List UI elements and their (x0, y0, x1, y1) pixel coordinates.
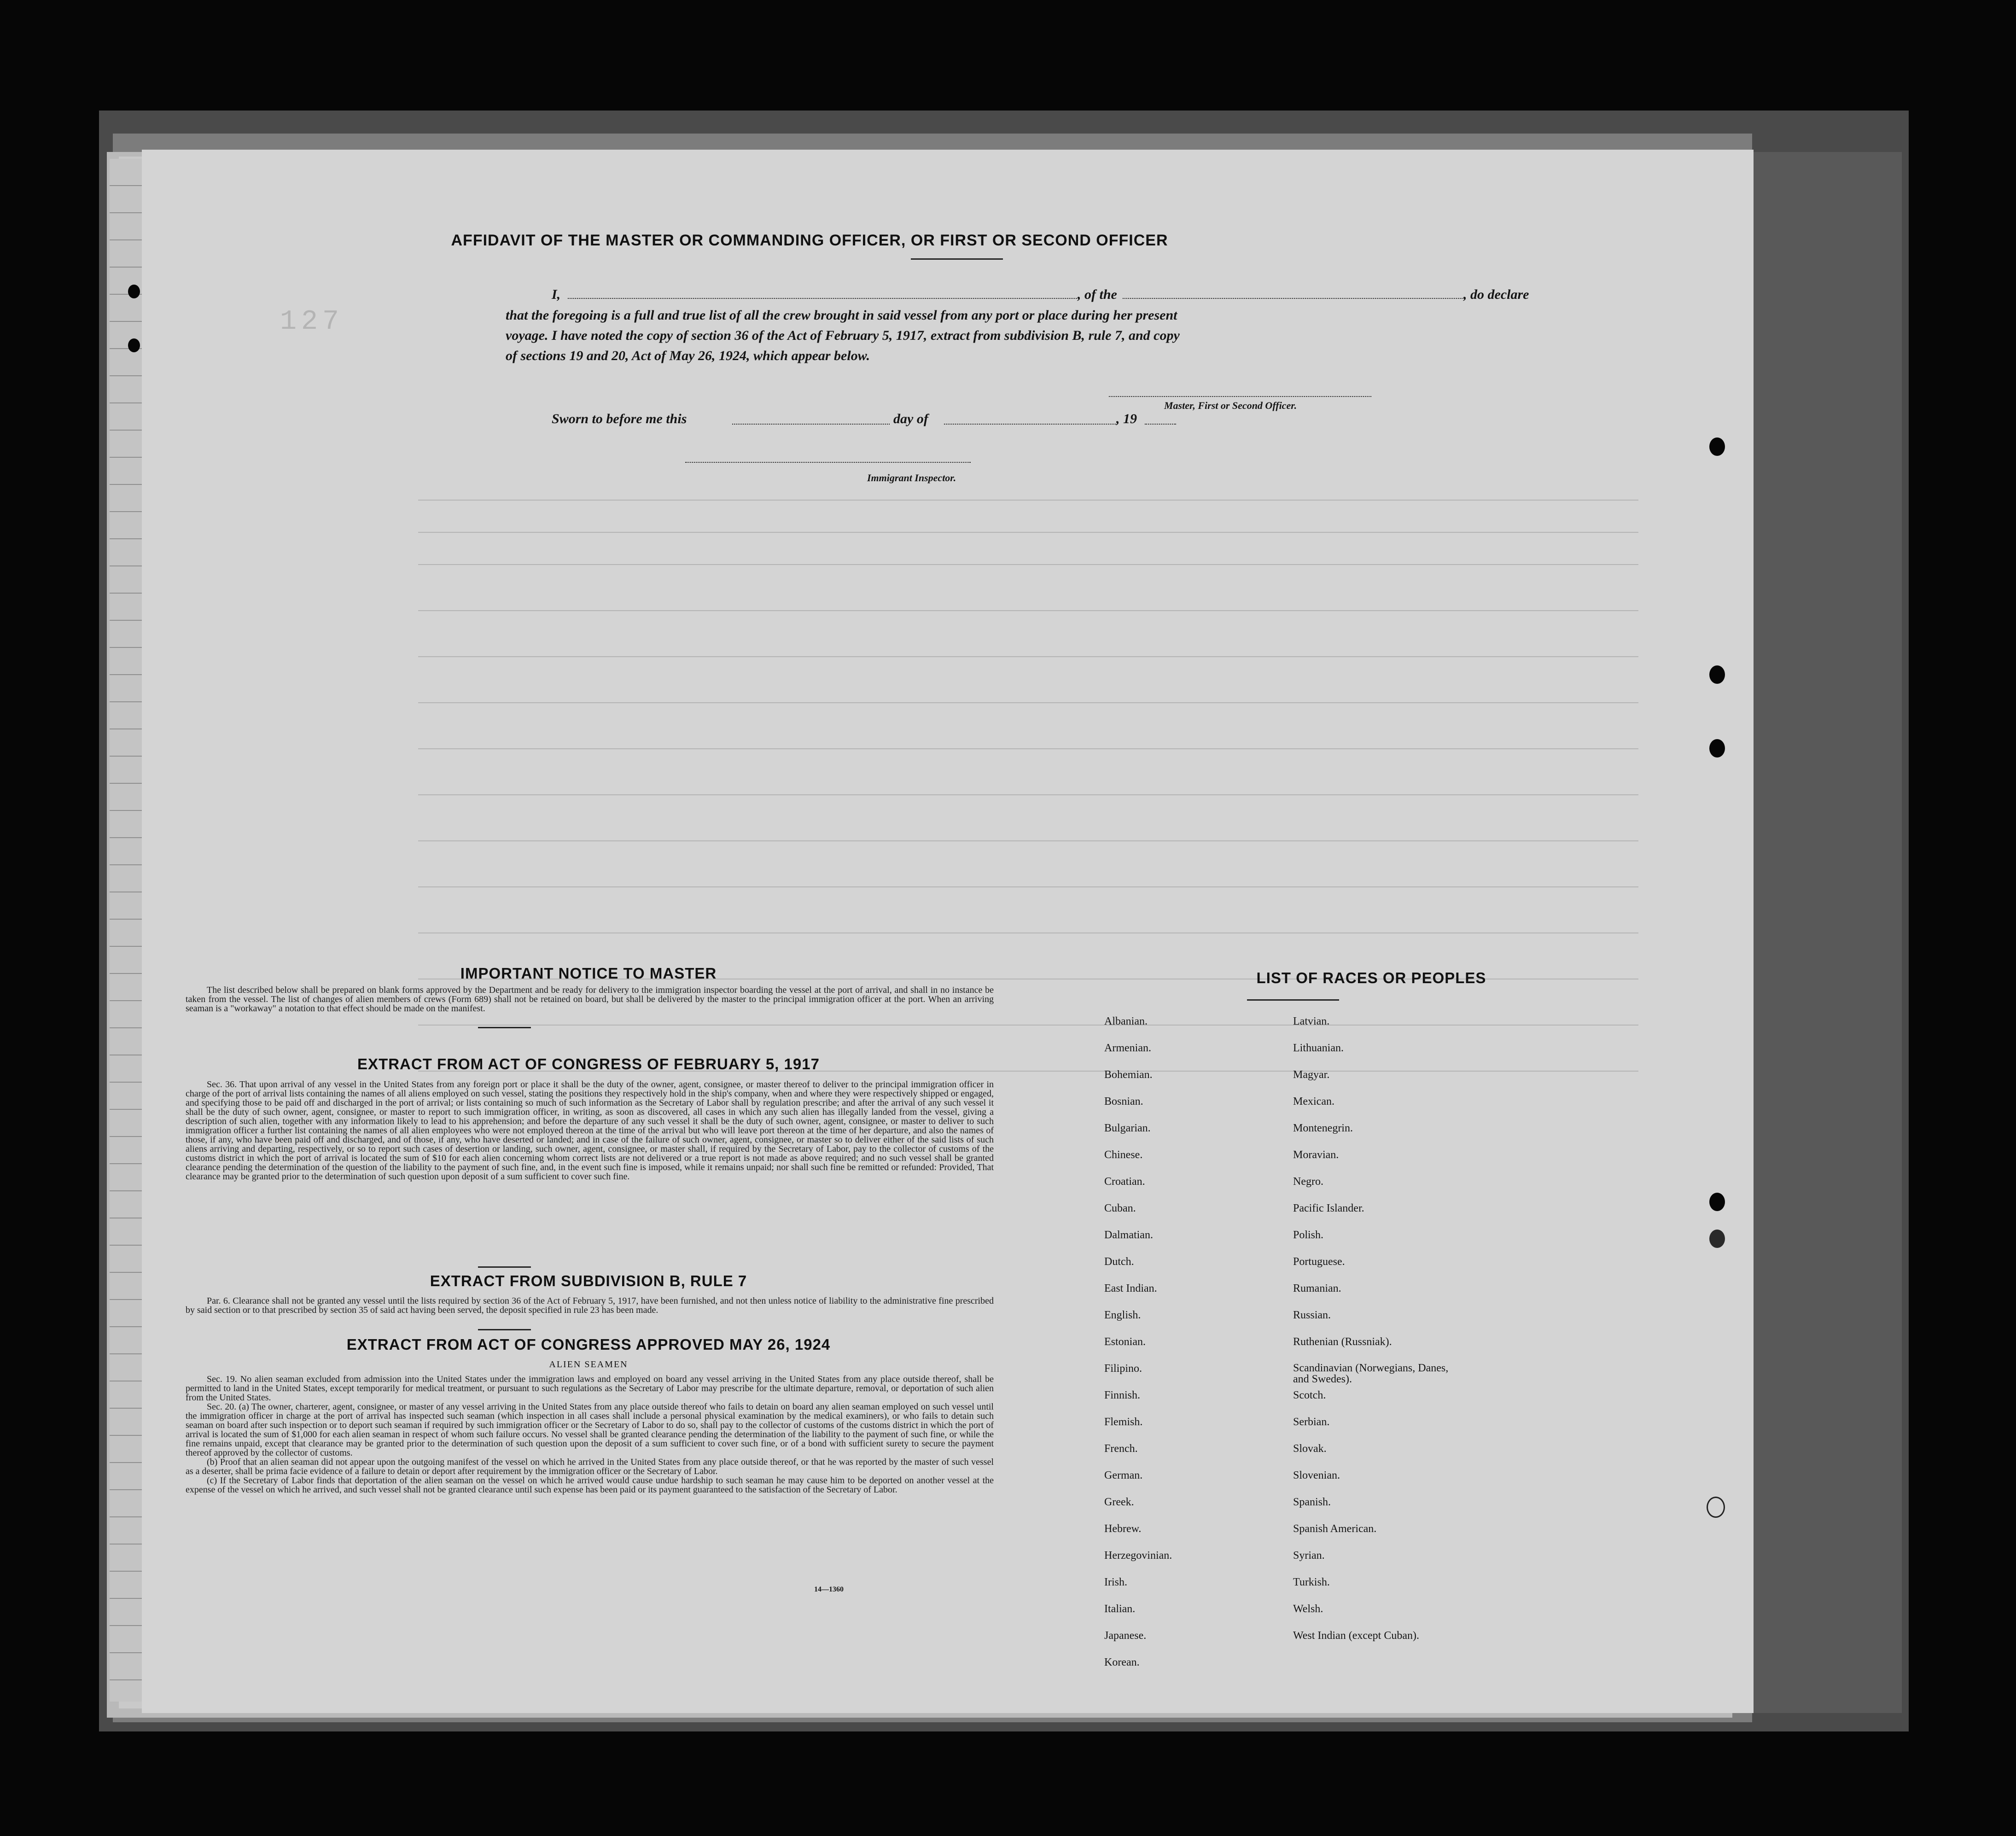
extract-1924-subtitle: ALIEN SEAMEN (549, 1359, 628, 1370)
vessel-line (1123, 298, 1464, 299)
race-item: Japanese. (1104, 1630, 1147, 1642)
declaration-body-line2: voyage. I have noted the copy of section 36 of the Act of February 5, 1917, extract from subdivision B, rule 7, and copy (506, 328, 1180, 343)
bleed-row-line (418, 748, 1638, 749)
extract-1924-title: EXTRACT FROM ACT OF CONGRESS APPROVED MAY 26, 1924 (346, 1336, 831, 1353)
binder-hole (1709, 1193, 1725, 1211)
race-item: Flemish. (1104, 1416, 1143, 1428)
race-item: Dutch. (1104, 1256, 1134, 1268)
race-item: Russian. (1293, 1309, 1331, 1321)
bleed-row-line (418, 886, 1638, 887)
bleed-row-line (418, 500, 1638, 501)
race-item: Armenian. (1104, 1042, 1151, 1054)
race-item: Negro. (1293, 1176, 1323, 1188)
affidavit-title: AFFIDAVIT OF THE MASTER OR COMMANDING OFFICER, OR FIRST OR SECOND OFFICER (451, 232, 1168, 249)
race-item: Rumanian. (1293, 1282, 1341, 1294)
rule7-text: Par. 6. Clearance shall not be granted any vessel until the lists required by section 36 of the Act of February 5, 1917, have been furnished, and not then unless notice of liability to the administrative fine prescribed by said section or to that prescribed by section 35 of said act having been served, the deposit specified in rule 23 has been made. (186, 1296, 994, 1315)
race-item: Moravian. (1293, 1149, 1339, 1161)
declaration-body-line3: of sections 19 and 20, Act of May 26, 1924, which appear below. (506, 348, 870, 363)
sworn-year: , 19 (1116, 411, 1137, 426)
race-item: Finnish. (1104, 1389, 1141, 1401)
race-item: Cuban. (1104, 1202, 1136, 1214)
rule7-rule (478, 1329, 531, 1330)
race-item: Estonian. (1104, 1336, 1146, 1348)
race-item: Slovak. (1293, 1443, 1327, 1455)
race-item: Filipino. (1104, 1363, 1142, 1375)
sworn-prefix: Sworn to before me this (552, 411, 687, 426)
race-item: Bosnian. (1104, 1096, 1143, 1107)
inspector-signature-line (685, 462, 971, 463)
bleed-row-line (418, 702, 1638, 703)
race-item: Syrian. (1293, 1550, 1325, 1562)
race-item: Latvian. (1293, 1015, 1330, 1027)
sworn-day-of: day of (893, 411, 928, 426)
declaration-do-declare: , do declare (1463, 287, 1529, 302)
races-right-column (1293, 1015, 1459, 1656)
sworn-month-line (944, 424, 1116, 425)
notice-title: IMPORTANT NOTICE TO MASTER (460, 965, 717, 982)
declaration-body-line1: that the foregoing is a full and true list of all the crew brought in said vessel from any port or place during her present (506, 308, 1177, 323)
bleed-page-number: 127 (280, 306, 344, 338)
sworn-day-line (732, 424, 890, 425)
race-item: Hebrew. (1104, 1523, 1142, 1535)
inspector-label: Immigrant Inspector. (867, 472, 956, 484)
sworn-year-line (1145, 424, 1176, 425)
races-title: LIST OF RACES OR PEOPLES (1256, 969, 1486, 986)
race-item: Spanish American. (1293, 1523, 1377, 1535)
race-item: Croatian. (1104, 1176, 1145, 1188)
notice-rule (478, 1027, 531, 1028)
name-line (568, 298, 1079, 299)
form-number: 14—1360 (814, 1585, 844, 1593)
master-signature-line (1109, 396, 1371, 397)
declaration-of-the: , of the (1078, 287, 1117, 302)
race-item: Herzegovinian. (1104, 1550, 1172, 1562)
bleed-row-line (418, 532, 1638, 533)
extract-1917-text: Sec. 36. That upon arrival of any vessel in the United States from any foreign port or place it shall be the duty of the owner, agent, consignee, or master thereof to deliver to the principal immigration officer in charge of the port of arrival lists containing the names of all aliens employed on such vessel, stating the positions they respectively hold in the ship's company, when and where they were respectively shipped or engaged, and specifying those to be paid off and discharged in the port of arrival; or lists containing so much of such information as the Secretary of Labor shall by regulation prescribe; and after the arrival of any such vessel it shall be the duty of such owner, agent, consignee, or master to report to such immigration officer, in writing, as soon as discovered, all cases in which any such alien has illegally landed from the vessel, giving a description of such alien, together with any information likely to lead to his apprehension; and before the departure of any such vessel it shall be the duty of such owner, agent, consignee, or master to deliver to such immigration officer a further list containing the names of all alien employees who were not employed thereon at the time of the arrival but who will leave port thereon at the time of her departure, and also the names of those, if any, who have been paid off and discharged, and of those, if any, who have deserted or landed; and in case of the failure of such owner, agent, consignee, or master so to deliver either of the said lists of such aliens arriving and departing, respectively, or so to report such cases of desertion or landing, such owner, agent, consignee, or master shall, if required by the Secretary of Labor, pay to the collector of customs of the customs district in which the port of arrival is located the sum of $10 for each alien concerning whom correct lists are not delivered or a true report is not made as above required; and no such vessel shall be granted clearance pending the determination of the question of the liability to the payment of such fine, and, in the event such fine is imposed, while it remains unpaid; nor shall such fine be remitted or refunded: Provided, That clearance may be granted prior to the determination of such question upon deposit of a sum sufficient to cover such fine. (186, 1079, 994, 1182)
sec20a-text: Sec. 20. (a) The owner, charterer, agent, consignee, or master of any vessel arriving in the United States from any place outside thereof who fails to detain on board any alien seaman employed on such vessel until the immigration officer in charge at the port of arrival has inspected such seaman (which inspection in all cases shall include a personal physical examination by the medical examiners), or who fails to detain such seaman on board after such inspection or to deport such seaman if required by such immigration officer or the Secretary of Labor to do so, shall pay to the collector of customs of the customs district in which the port of arrival is located the sum of $1,000 for each alien seaman in respect of whom such failure occurs. No vessel shall be granted clearance pending the determination of the liability to the payment of such fine, or while the fine remains unpaid, except that clearance may be granted prior to the determination of such question upon the deposit of a sum sufficient to cover such fine, or of a bond with sufficient surety to secure the payment thereof approved by the collector of customs. (186, 1402, 994, 1458)
bleed-row-line (418, 656, 1638, 657)
race-item: Serbian. (1293, 1416, 1330, 1428)
declaration-i: I, (552, 287, 561, 302)
race-item: Scandinavian (Norwegians, Danes, and Swedes). (1293, 1362, 1449, 1385)
sec19-text: Sec. 19. No alien seaman excluded from admission into the United States under the immigration laws and employed on board any vessel arriving in the United States from any place outside thereof, shall be permitted to land in the United States, except temporarily for medical treatment, or pursuant to such regulations as the Secretary of Labor may prescribe for the ultimate departure, removal, or deportation of such alien from the United States. (186, 1374, 994, 1403)
bleed-row-line (418, 794, 1638, 795)
race-item: Mexican. (1293, 1096, 1334, 1107)
race-item: Slovenian. (1293, 1469, 1340, 1481)
race-item: Greek. (1104, 1496, 1134, 1508)
binder-hole (1709, 665, 1725, 684)
race-item: Welsh. (1293, 1603, 1323, 1615)
binder-hole (128, 285, 140, 298)
binder-hole (1709, 437, 1725, 456)
race-item: Albanian. (1104, 1015, 1148, 1027)
ruled-ledger-margin (110, 159, 142, 1702)
race-item: Italian. (1104, 1603, 1136, 1615)
master-signature-label: Master, First or Second Officer. (1164, 400, 1297, 411)
race-item: West Indian (except Cuban). (1293, 1630, 1419, 1642)
race-item: Magyar. (1293, 1069, 1330, 1081)
race-item: Bohemian. (1104, 1069, 1153, 1081)
notice-text: The list described below shall be prepared on blank forms approved by the Department and be ready for delivery to the immigration inspector boarding the vessel at the port of arrival, and shall in no instance be taken from the vessel. The list of changes of alien members of crews (Form 689) shall not be retained on board, but shall be delivered by the master to the principal immigration officer at the port. When an arriving seaman is a "workaway" a notation to that effect should be made on the manifest. (186, 985, 994, 1014)
binder-hole (1709, 739, 1725, 758)
binder-hole-outline (1707, 1497, 1725, 1518)
extract-1924-text (186, 1375, 994, 1494)
race-item: Bulgarian. (1104, 1122, 1151, 1134)
race-item: Dalmatian. (1104, 1229, 1153, 1241)
race-item: German. (1104, 1469, 1143, 1481)
binder-hole (1709, 1230, 1725, 1248)
extract-1917-title: EXTRACT FROM ACT OF CONGRESS OF FEBRUARY 5, 1917 (357, 1055, 820, 1072)
race-item: Scotch. (1293, 1389, 1326, 1401)
race-item: Montenegrin. (1293, 1122, 1353, 1134)
race-item: English. (1104, 1309, 1141, 1321)
title-rule (911, 258, 1003, 260)
race-item: Spanish. (1293, 1496, 1331, 1508)
bleed-row-line (418, 610, 1638, 611)
bleed-row-line (418, 840, 1638, 841)
race-item: Korean. (1104, 1656, 1140, 1668)
race-item: French. (1104, 1443, 1138, 1455)
race-item: Turkish. (1293, 1576, 1330, 1588)
races-rule (1247, 999, 1339, 1001)
race-item: Portuguese. (1293, 1256, 1345, 1268)
race-item: Ruthenian (Russniak). (1293, 1336, 1392, 1348)
extract-1917-rule (478, 1266, 531, 1268)
binder-hole (128, 338, 140, 352)
race-item: Lithuanian. (1293, 1042, 1344, 1054)
bleed-row-line (418, 564, 1638, 565)
rule7-title: EXTRACT FROM SUBDIVISION B, RULE 7 (430, 1272, 747, 1289)
races-left-column (1104, 1015, 1172, 1683)
race-item: Polish. (1293, 1229, 1324, 1241)
race-item: Pacific Islander. (1293, 1202, 1364, 1214)
manifest-back-page (142, 150, 1754, 1713)
race-item: Chinese. (1104, 1149, 1143, 1161)
race-item: Irish. (1104, 1576, 1127, 1588)
sec20b-text: (b) Proof that an alien seaman did not appear upon the outgoing manifest of the vessel on which he arrived in the United States from any place outside thereof, or that he was reported by the master of such vessel as a deserter, shall be prima facie evidence of a failure to detain or deport after requirement by the immigration officer or the Secretary of Labor. (186, 1457, 994, 1476)
race-item: East Indian. (1104, 1282, 1157, 1294)
sec20c-text: (c) If the Secretary of Labor finds that deportation of the alien seaman on the vessel on which he arrived would cause undue hardship to such seaman he may cause him to be deported on another vessel at the expense of the vessel on which he arrived, and such vessel shall not be granted clearance until such expense has been paid or its payment guaranteed to the satisfaction of the Secretary of Labor. (186, 1475, 994, 1495)
